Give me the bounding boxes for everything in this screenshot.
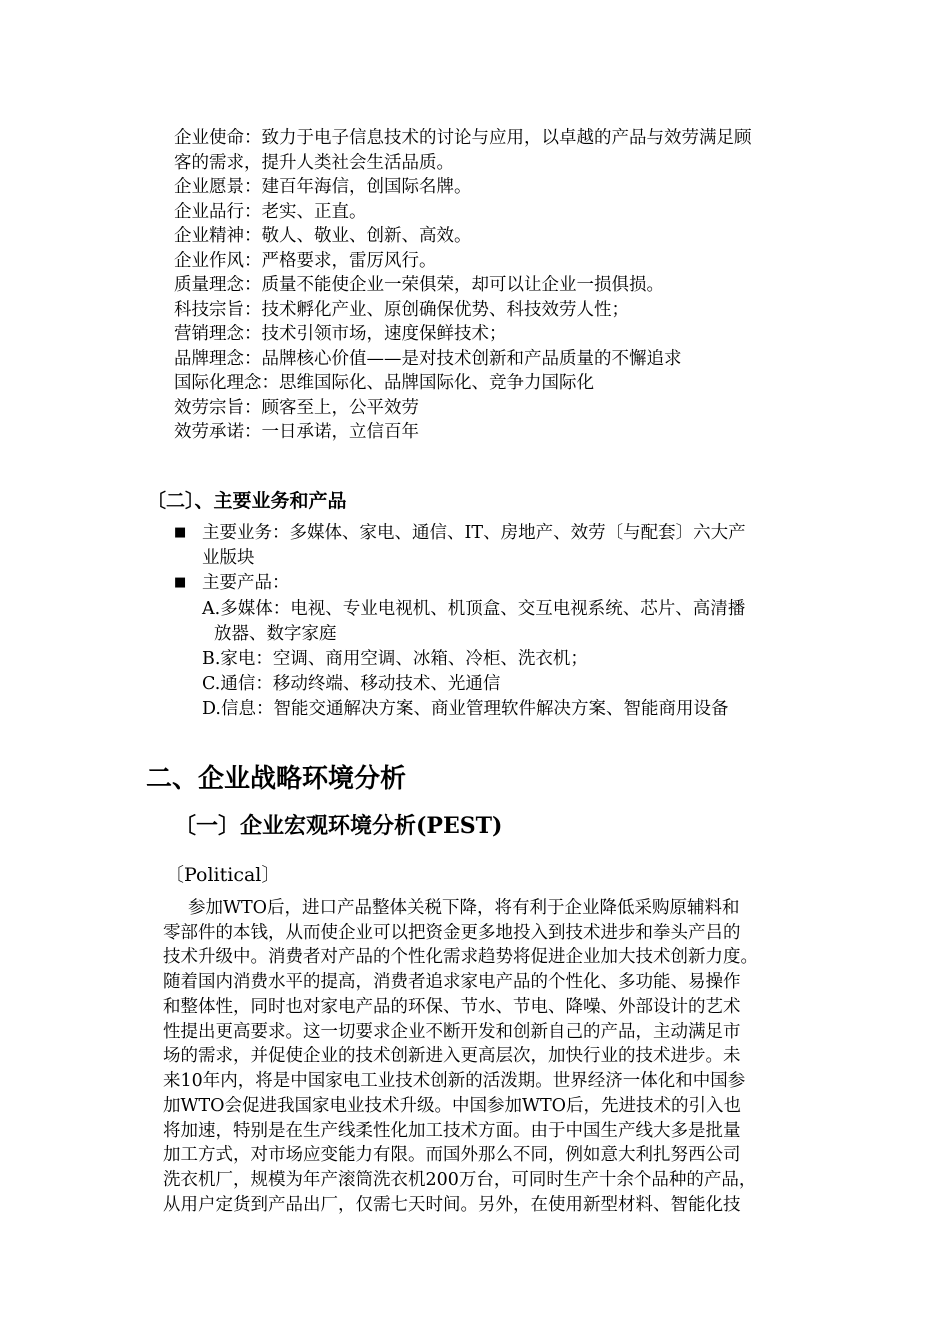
mission-line-1: 企业使命：致力于电子信息技术的讨论与应用，以卓越的产品与效劳满足顾 bbox=[174, 128, 752, 148]
product-b-line: B.家电：空调、商用空调、冰箱、冷柜、洗衣机； bbox=[202, 649, 588, 669]
product-d-line: D.信息：智能交通解决方案、商业管理软件解决方案、智能商用设备 bbox=[202, 699, 729, 719]
vision-line: 企业愿景：建百年海信，创国际名牌。 bbox=[174, 177, 472, 197]
paragraph-line: 参加WTO后，进口产品整体关税下降，将有利于企业降低采购原辅料和 bbox=[188, 898, 740, 918]
bullet-square-icon: ■ bbox=[174, 525, 187, 540]
paragraph-line: 随着国内消费水平的提高，消费者追求家电产品的个性化、多功能、易操作 bbox=[163, 972, 741, 992]
service-line: 效劳宗旨：顾客至上，公平效劳 bbox=[174, 398, 419, 418]
product-c-line: C.通信：移动终端、移动技术、光通信 bbox=[202, 674, 501, 694]
paragraph-line: 将加速，特别是在生产线柔性化加工技术方面。由于中国生产线大多是批量 bbox=[163, 1121, 741, 1141]
paragraph-line: 性提出更高要求。这一切要求企业不断开发和创新自己的产品，主动满足市 bbox=[163, 1022, 741, 1042]
paragraph-line: 来10年内，将是中国家电工业技术创新的活泼期。世界经济一体化和中国参 bbox=[163, 1071, 746, 1091]
bullet1-line-1: 主要业务：多媒体、家电、通信、IT、房地产、效劳〔与配套〕六大产 bbox=[202, 523, 746, 543]
conduct-line: 企业品行：老实、正直。 bbox=[174, 202, 367, 222]
quality-line: 质量理念：质量不能使企业一荣俱荣，却可以让企业一损俱损。 bbox=[174, 275, 664, 295]
paragraph-line: 洗衣机厂，规模为年产滚筒洗衣机200万台，可同时生产十余个品种的产品， bbox=[163, 1170, 757, 1190]
style-line: 企业作风：严格要求，雷厉风行。 bbox=[174, 251, 437, 271]
paragraph-line: 加WTO会促进我国家电业技术升级。中国参加WTO后，先进技术的引入也 bbox=[163, 1096, 742, 1116]
marketing-line: 营销理念：技术引领市场，速度保鲜技术； bbox=[174, 324, 507, 344]
mission-line-2: 客的需求，提升人类社会生活品质。 bbox=[174, 153, 454, 173]
paragraph-line: 从用户定货到产品出厂，仅需七天时间。另外，在使用新型材料、智能化技 bbox=[163, 1195, 741, 1215]
strategy-heading: 二、企业战略环境分析 bbox=[146, 764, 407, 794]
brand-line: 品牌理念：品牌核心价值——是对技术创新和产品质量的不懈追求 bbox=[174, 349, 682, 369]
paragraph-line: 加工方式，对市场应变能力有限。而国外那么不同，例如意大利扎努西公司 bbox=[163, 1145, 741, 1165]
promise-line: 效劳承诺：一日承诺，立信百年 bbox=[174, 422, 419, 442]
paragraph-line: 场的需求，并促使企业的技术创新进入更高层次，加快行业的技术进步。未 bbox=[163, 1046, 741, 1066]
bullet2-line: 主要产品： bbox=[202, 573, 290, 593]
business-heading: 〔二〕、主要业务和产品 bbox=[147, 490, 347, 512]
paragraph-line: 和整体性，同时也对家电产品的环保、节水、节电、降噪、外部设计的艺术 bbox=[163, 997, 741, 1017]
paragraph-line: 零部件的本钱，从而使企业可以把资金更多地投入到技术进步和拳头产吕的 bbox=[163, 923, 741, 943]
bullet1-line-2: 业版块 bbox=[202, 548, 255, 568]
product-a-line-1: A.多媒体：电视、专业电视机、机顶盒、交互电视系统、芯片、高清播 bbox=[202, 599, 746, 619]
spirit-line: 企业精神：敬人、敬业、创新、高效。 bbox=[174, 226, 472, 246]
bullet-square-icon: ■ bbox=[174, 575, 187, 590]
product-a-line-2: 放器、数字家庭 bbox=[214, 624, 337, 644]
paragraph-line: 技术升级中。消费者对产品的个性化需求趋势将促进企业加大技术创新力度。 bbox=[163, 947, 758, 967]
pest-heading: 〔一〕企业宏观环境分析(PEST) bbox=[174, 813, 503, 839]
tech-line: 科技宗旨：技术孵化产业、原创确保优势、科技效劳人性； bbox=[174, 300, 629, 320]
intl-line: 国际化理念：思维国际化、品牌国际化、竞争力国际化 bbox=[174, 373, 594, 393]
political-label: 〔Political〕 bbox=[165, 864, 281, 886]
